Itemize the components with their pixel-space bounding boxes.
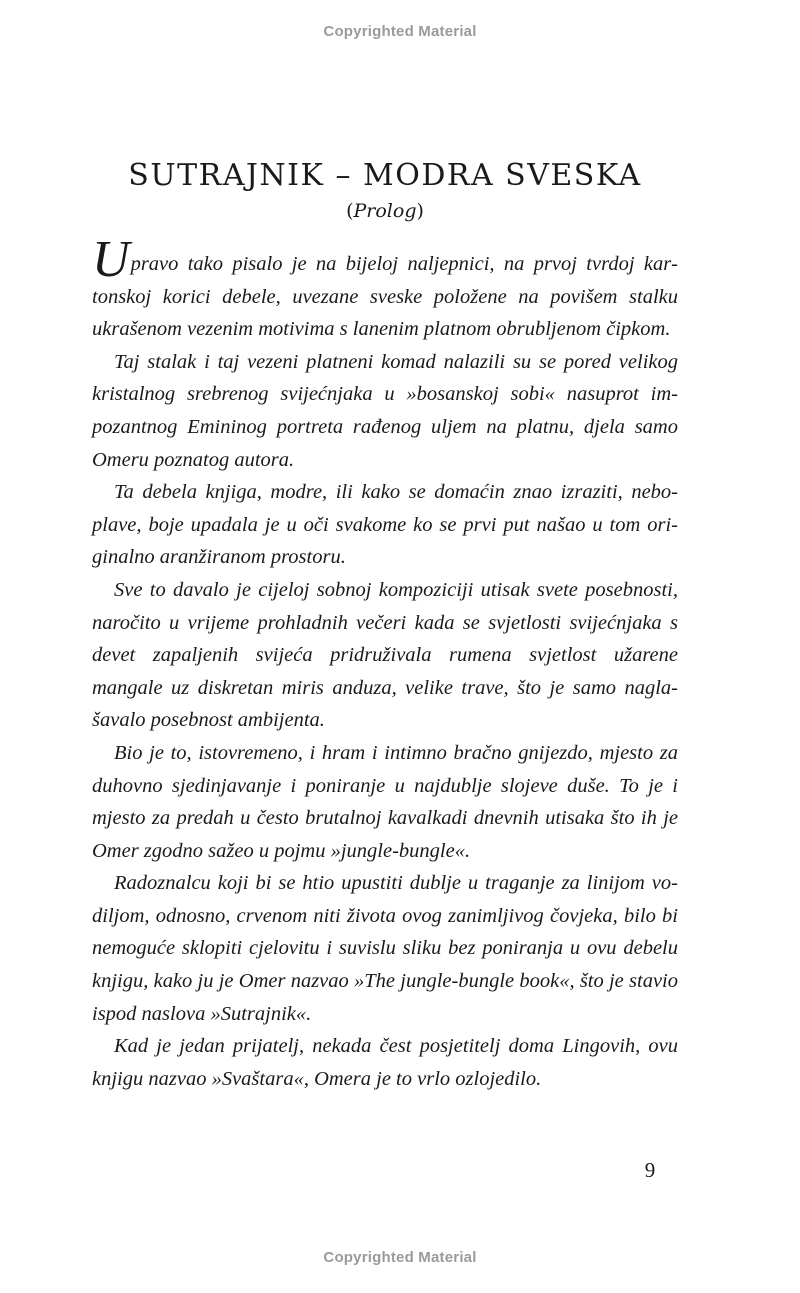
drop-cap: U xyxy=(92,231,130,288)
paragraph: Ta debela knjiga, modre, ili kako se domaćin znao izraziti, neboplave, boje upadala je u oči svakome ko se prvi put našao u tom originalno aranžiranom prostoru. xyxy=(92,481,678,569)
subtitle-open-paren: ( xyxy=(346,200,354,222)
paragraph: Taj stalak i taj vezeni platneni komad nalazili su se pored velikog kristalnog srebrenog svijećnjaka u »bosanskoj sobi« nasuprot impozantnog Emininog portreta rađenog uljem na platnu, djela samo Omeru poznatog autora. xyxy=(92,350,678,471)
subtitle-close-paren: ) xyxy=(416,200,424,222)
paragraph-text: pravo tako pisalo je na bijeloj naljepnici, na prvoj tvrdoj kartonskoj korici debele, uvezane sveske položene na povišem stalku ukrašenom vezenim motivima s lanenim platnom obrubljenom čipkom. xyxy=(92,253,678,341)
paragraph: Radoznalcu koji bi se htio upustiti dublje u traganje za linijom vodiljom, odnosno, crvenom niti života ovog zanimljivog čovjeka, bilo bi nemoguće sklopiti cjelovitu i suvislu sliku bez poniranja u ovu debelu knjigu, kako ju je Omer nazvao »The jungle-bungle book«, što je stavio ispod naslova »Sutrajnik«. xyxy=(92,872,678,1025)
chapter-body xyxy=(92,231,678,1095)
paragraph: Sve to davalo je cijeloj sobnoj kompoziciji utisak svete posebnosti, naročito u vrijeme prohladnih večeri kada se svjetlosti svijećnjaka s devet zapaljenih svijeća pridruživala rumena svjetlost užarene mangale uz diskretan miris anduza, velike trave, što je samo naglašavalo posebnost ambijenta. xyxy=(92,578,678,732)
paragraph: Kad je jedan prijatelj, nekada čest posjetitelj doma Lingovih, ovu knjigu nazvao »Svaštara«, Omera je to vrlo ozlojedilo. xyxy=(92,1035,678,1090)
chapter-title: SUTRAJNIK – MODRA SVESKA xyxy=(128,158,642,193)
paragraph: Bio je to, istovremeno, i hram i intimno bračno gnijezdo, mjesto za duhovno sjedinjavanje i poniranje u najdublje slojeve duše. To je i mjesto za predah u često brutalnoj kavalkadi dnevnih utisaka što ih je Omer zgodno sažeo u pojmu »jungle-bungle«. xyxy=(92,741,678,862)
subtitle-text: Prolog xyxy=(353,200,417,222)
copyright-watermark-bottom: Copyrighted Material xyxy=(323,1249,477,1266)
page-number: 9 xyxy=(644,1158,656,1182)
chapter-subtitle xyxy=(0,200,770,222)
copyright-watermark-top: Copyrighted Material xyxy=(323,23,477,40)
paragraph xyxy=(92,231,678,346)
